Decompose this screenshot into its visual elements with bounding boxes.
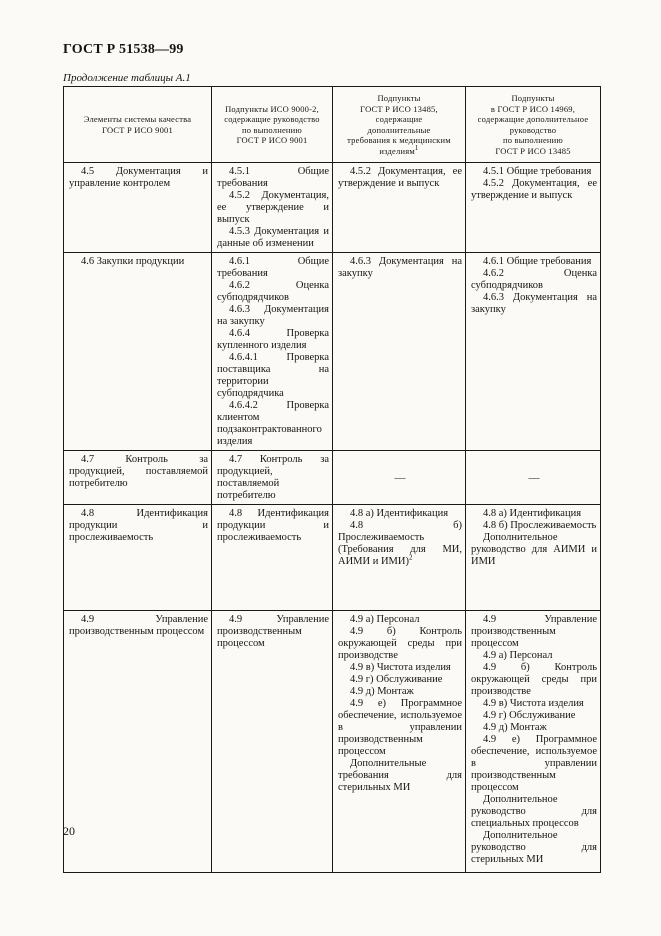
- table-cell: 4.8 Идентификация продукции и прослеживаемость: [212, 505, 333, 611]
- table-cell: 4.8 Идентификация продукции и прослеживаемость: [64, 505, 212, 611]
- table-cell: 4.8 а) Идентификация 4.8 б) Прослеживаемость Дополнительное руководство для АИМИ и ИМИ: [466, 505, 601, 611]
- page-number: 20: [63, 824, 75, 838]
- table-cell: 4.6.1 Общие требования 4.6.2 Оценка субподрядчиков 4.6.3 Документация на закупку 4.6.4 Проверка купленного изделия 4.6.4.1 Проверка поставщика на территории субподрядчика 4.6.4.2 Проверка клиентом подзаконтрактованного изделия: [212, 253, 333, 451]
- column-header-iso-13485: Подпункты ГОСТ Р ИСО 13485, содержащие дополнительные требования к медицинским изделиям$^1$: [333, 87, 466, 163]
- table-header-row: [64, 87, 601, 163]
- table-cell: 4.6.1 Общие требования 4.6.2 Оценка субподрядчиков 4.6.3 Документация на закупку: [466, 253, 601, 451]
- table-row: [64, 163, 601, 253]
- table-cell: 4.9 Управление производственным процессом 4.9 а) Персонал 4.9 б) Контроль окружающей среды при производстве 4.9 в) Чистота изделия 4.9 г) Обслуживание 4.9 д) Монтаж 4.9 е) Программное обеспечение, используемое в управлении производственным процессом Дополнительное руководство для специальных процессов Дополнительное руководство для стерильных МИ: [466, 611, 601, 873]
- table-row: [64, 451, 601, 505]
- document-title: ГОСТ Р 51538—99: [63, 42, 184, 57]
- table-row: [64, 611, 601, 873]
- footnote-mark: 1: [414, 143, 419, 152]
- table-cell: 4.9 Управление производственным процессом: [212, 611, 333, 873]
- table-cell: 4.7 Контроль за продукцией, поставляемой потребителю: [64, 451, 212, 505]
- table-cell: 4.8 а) Идентификация 4.8 б) Прослеживаемость (Требования для МИ, АИМИ и ИМИ)$^2$: [333, 505, 466, 611]
- column-header-elements: Элементы системы качества ГОСТ Р ИСО 9001: [64, 87, 212, 163]
- table-cell: 4.9 Управление производственным процессом: [64, 611, 212, 873]
- table-cell: —: [333, 451, 466, 505]
- table-row: [64, 505, 601, 611]
- table-cell: —: [466, 451, 601, 505]
- table-cell: 4.5.1 Общие требования 4.5.2 Документация, ее утверждение и выпуск: [466, 163, 601, 253]
- table-cell: 4.6.3 Документация на закупку: [333, 253, 466, 451]
- table-cell: 4.5.2 Документация, ее утверждение и выпуск: [333, 163, 466, 253]
- table-cell: 4.5 Документация и управление контролем: [64, 163, 212, 253]
- table-caption: Продолжение таблицы А.1: [63, 72, 191, 84]
- table-cell: 4.5.1 Общие требования 4.5.2 Документация, ее утверждение и выпуск 4.5.3 Документация и данные об изменении: [212, 163, 333, 253]
- table-cell: 4.9 а) Персонал 4.9 б) Контроль окружающей среды при производстве 4.9 в) Чистота изделия 4.9 г) Обслуживание 4.9 д) Монтаж 4.9 е) Программное обеспечение, используемое в управлении производственным процессом Дополнительные требования для стерильных МИ: [333, 611, 466, 873]
- table-row: [64, 253, 601, 451]
- column-header-iso-14969: Подпункты в ГОСТ Р ИСО 14969, содержащие дополнительное руководство по выполнению ГОСТ Р ИСО 13485: [466, 87, 601, 163]
- table-cell: 4.6 Закупки продукции: [64, 253, 212, 451]
- footnote-mark: 2: [408, 553, 413, 562]
- column-header-iso-9000-2: Подпункты ИСО 9000-2, содержащие руководство по выполнению ГОСТ Р ИСО 9001: [212, 87, 333, 163]
- table-cell: 4.7 Контроль за продукцией, поставляемой потребителю: [212, 451, 333, 505]
- requirements-table: [63, 86, 601, 873]
